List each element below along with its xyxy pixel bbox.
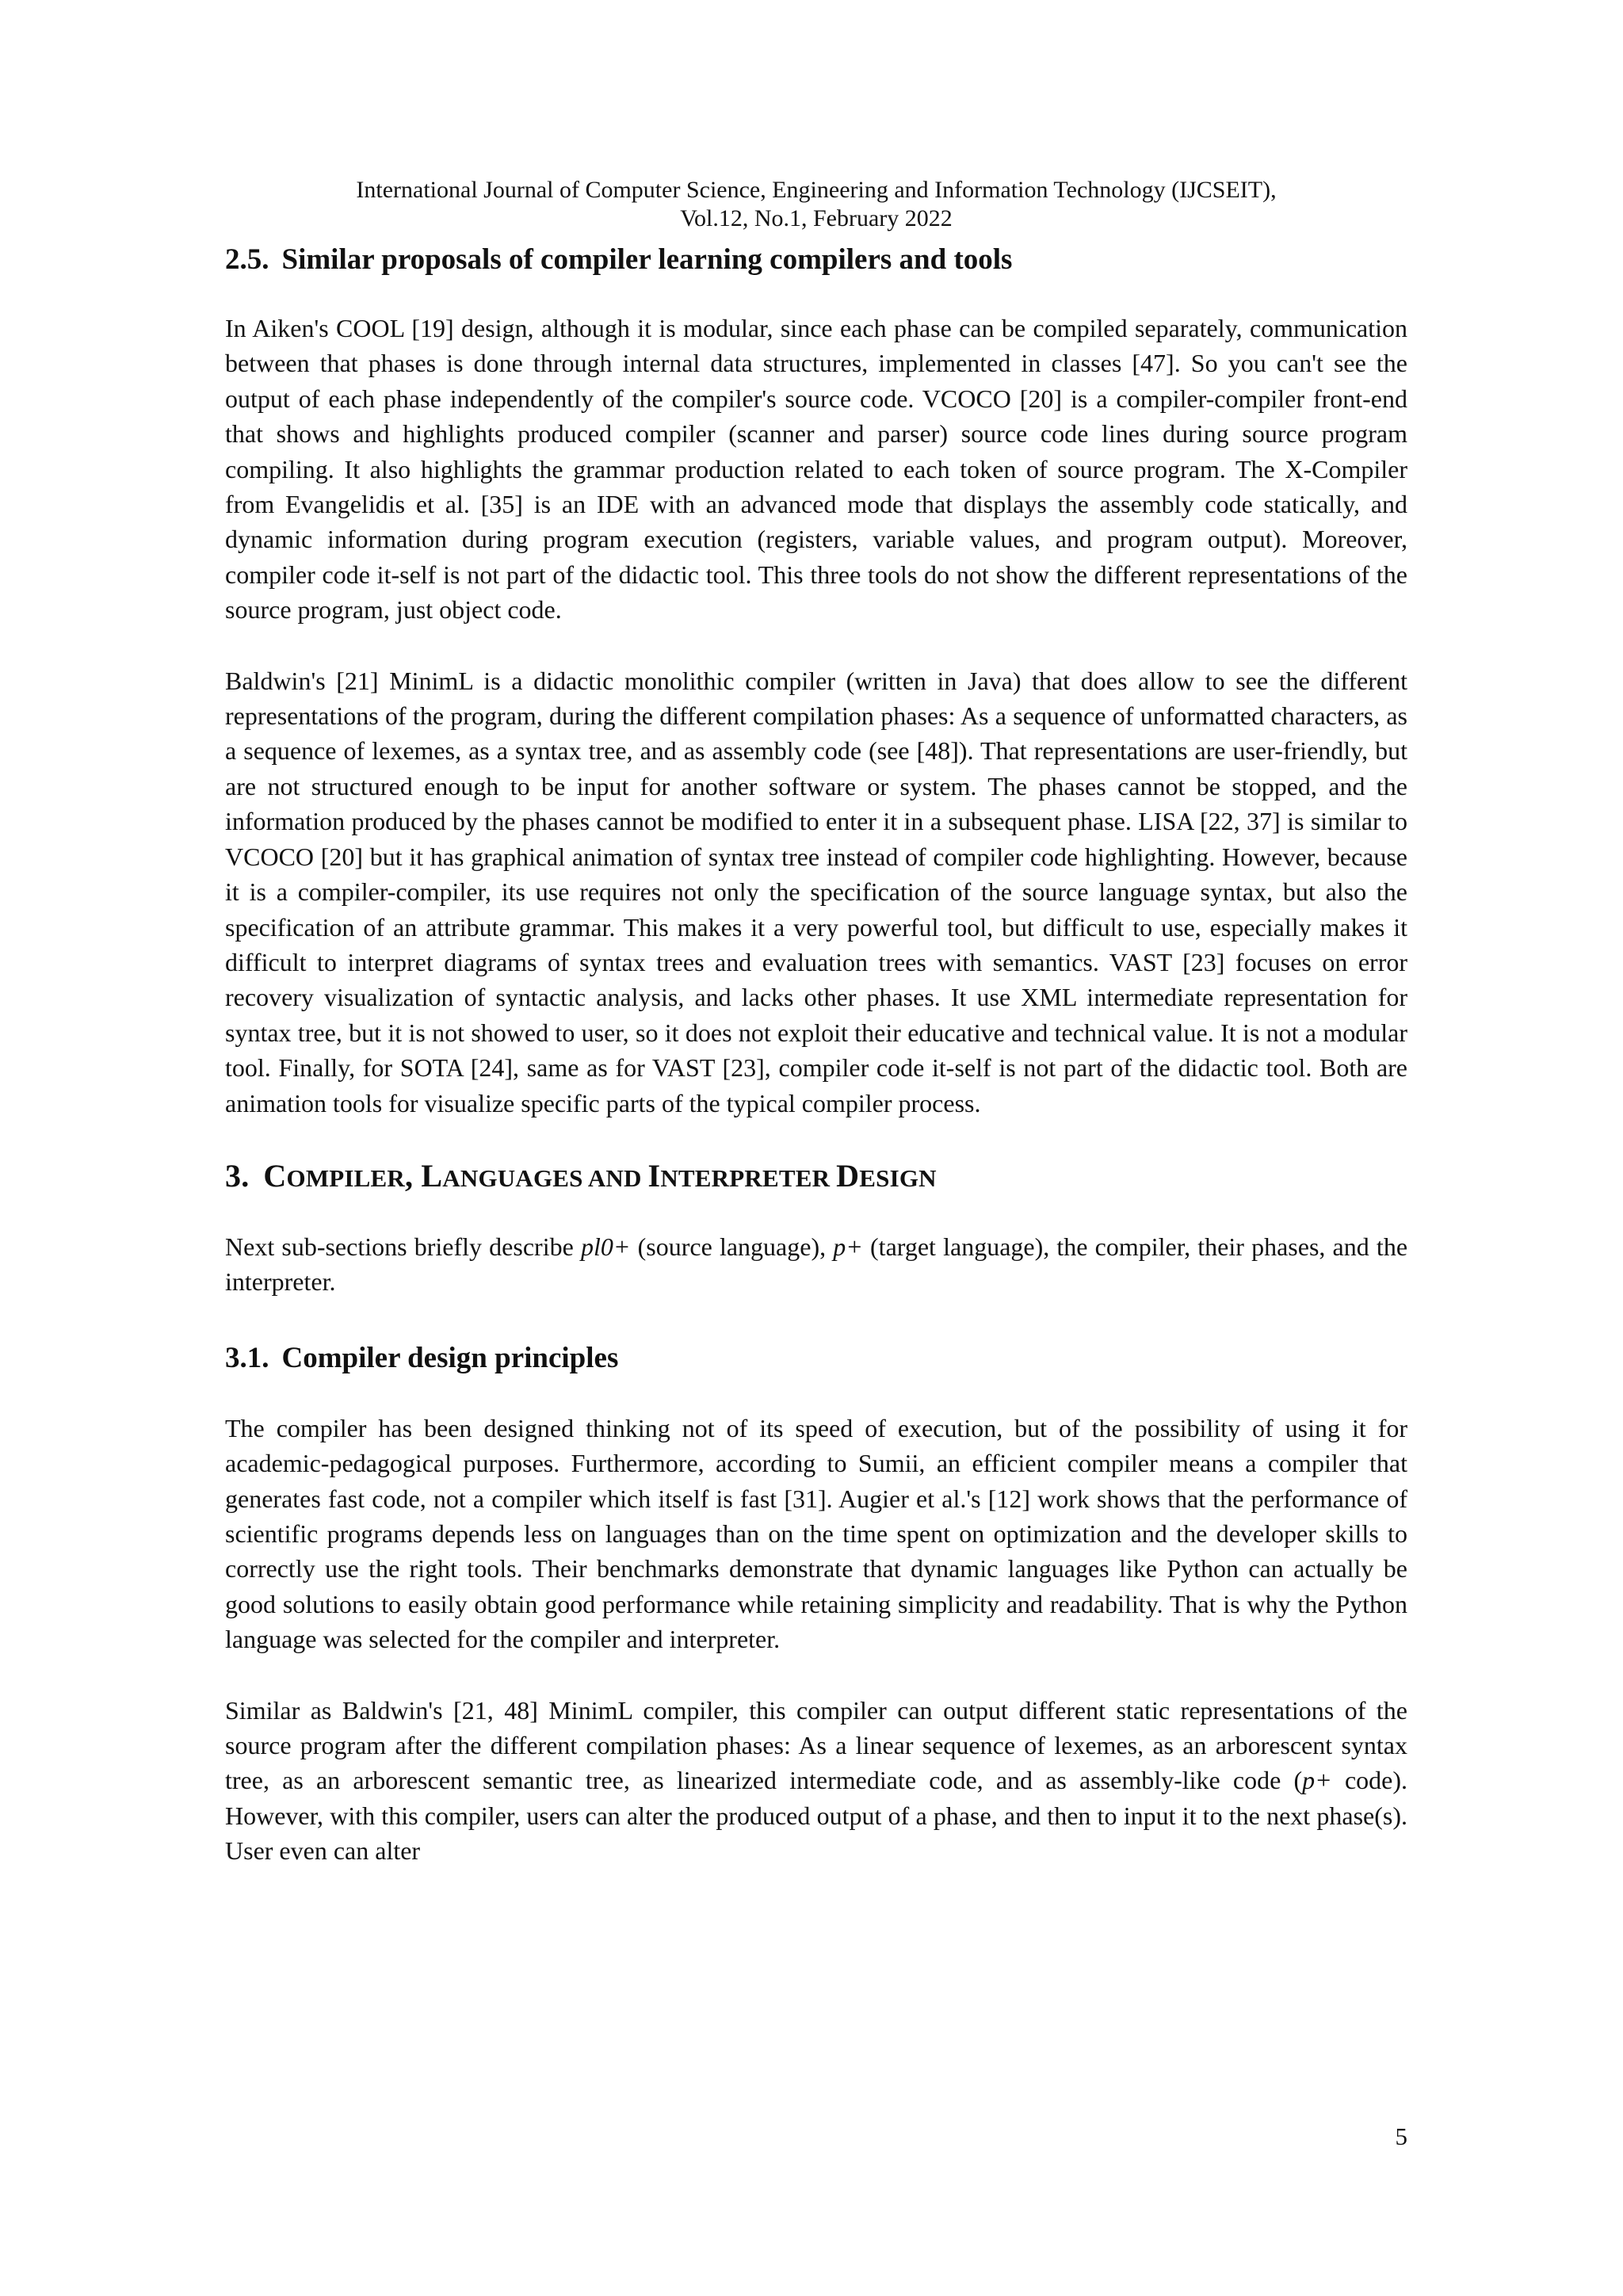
journal-volume-line: Vol.12, No.1, February 2022 (680, 205, 953, 231)
journal-title-line: International Journal of Computer Science, Engineering and Information Technology (IJCSEIT), (356, 177, 1277, 203)
source-language-name: pl0+ (580, 1232, 631, 1261)
paragraph: In Aiken's COOL [19] design, although it is modular, since each phase can be compiled separately, communication between that phases is done through internal data structures, implemented in classes [47]. So you can't see the output of each phase independently of the compiler's source code. VCOCO [20] is a compiler-compiler front-end that shows and highlights produced compiler (scanner and parser) source code lines during source program compiling. It also highlights the grammar production related to each token of source program. The X-Compiler from Evangelidis et al. [35] is an IDE with an advanced mode that displays the assembly code statically, and dynamic information during program execution (registers, variable values, and program output). Moreover, compiler code it-self is not part of the didactic tool. This three tools do not show the different representations of the source program, just object code. (225, 314, 1407, 625)
section-number: 3. (225, 1157, 250, 1194)
target-language-name: p+ (1302, 1766, 1332, 1795)
page-content (225, 243, 1407, 1869)
section-2-5-heading (225, 243, 1407, 277)
paragraph: Next sub-sections briefly describe pl0+ (source language), p+ (target language), the compiler, their phases, and the interpreter. (225, 1232, 1408, 1297)
page-number: 5 (1395, 2122, 1407, 2150)
paragraph: The compiler has been designed thinking not of its speed of execution, but of the possibility of using it for academic-pedagogical purposes. Furthermore, according to Sumii, an efficient compiler means a compiler that generates fast code, not a compiler which itself is fast [31]. Augier et al.'s [12] work shows that the performance of scientific programs depends less on languages than on the time spent on optimization and the developer skills to correctly use the right tools. Their benchmarks demonstrate that dynamic languages like Python can actually be good solutions to easily obtain good performance while retaining simplicity and readability. That is why the Python language was selected for the compiler and interpreter. (225, 1413, 1407, 1654)
section-number: 3.1. (225, 1341, 269, 1374)
section-title: Similar proposals of compiler learning compilers and tools (281, 243, 1013, 276)
section-title: Compiler design principles (281, 1341, 619, 1374)
running-header (225, 176, 1407, 233)
target-language-name: p+ (833, 1232, 863, 1261)
paragraph: Baldwin's [21] MinimL is a didactic monolithic compiler (written in Java) that does allow to see the different representations of the program, during the different compilation phases: As a sequence of unformatted characters, as a sequence of lexemes, as a syntax tree, and as assembly code (see [48]). That representations are user-friendly, but are not structured enough to be input for another software or system. The phases cannot be stopped, and the information produced by the phases cannot be modified to enter it in a subsequent phase. LISA [22, 37] is similar to VCOCO [20] but it has graphical animation of syntax tree instead of compiler code highlighting. However, because it is a compiler-compiler, its use requires not only the specification of the source language syntax, but also the specification of an attribute grammar. This makes it a very powerful tool, but difficult to use, especially makes it difficult to interpret diagrams of syntax trees and evaluation trees with semantics. VAST [23] focuses on error recovery visualization of syntactic analysis, and lacks other phases. It use XML intermediate representation for syntax tree, but it is not showed to user, so it does not exploit their educative and technical value. It is not a modular tool. Finally, for SOTA [24], same as for VAST [23], compiler code it-self is not part of the didactic tool. Both are animation tools for visualize specific parts of the typical compiler process. (225, 666, 1407, 1117)
section-number: 2.5. (225, 243, 269, 276)
section-3-1-heading (225, 1341, 1407, 1376)
section-3-heading: 3. COMPILER, LANGUAGES AND INTERPRETER DESIGN (225, 1157, 937, 1194)
paragraph: Similar as Baldwin's [21, 48] MinimL compiler, this compiler can output different static representations of the source program after the different compilation phases: As a linear sequence of lexemes, as an arborescent syntax tree, as an arborescent semantic tree, as linearized intermediate code, and as assembly-like code (p+ code). However, with this compiler, users can alter the produced output of a phase, and then to input it to the next phase(s). User even can alter (225, 1695, 1408, 1866)
